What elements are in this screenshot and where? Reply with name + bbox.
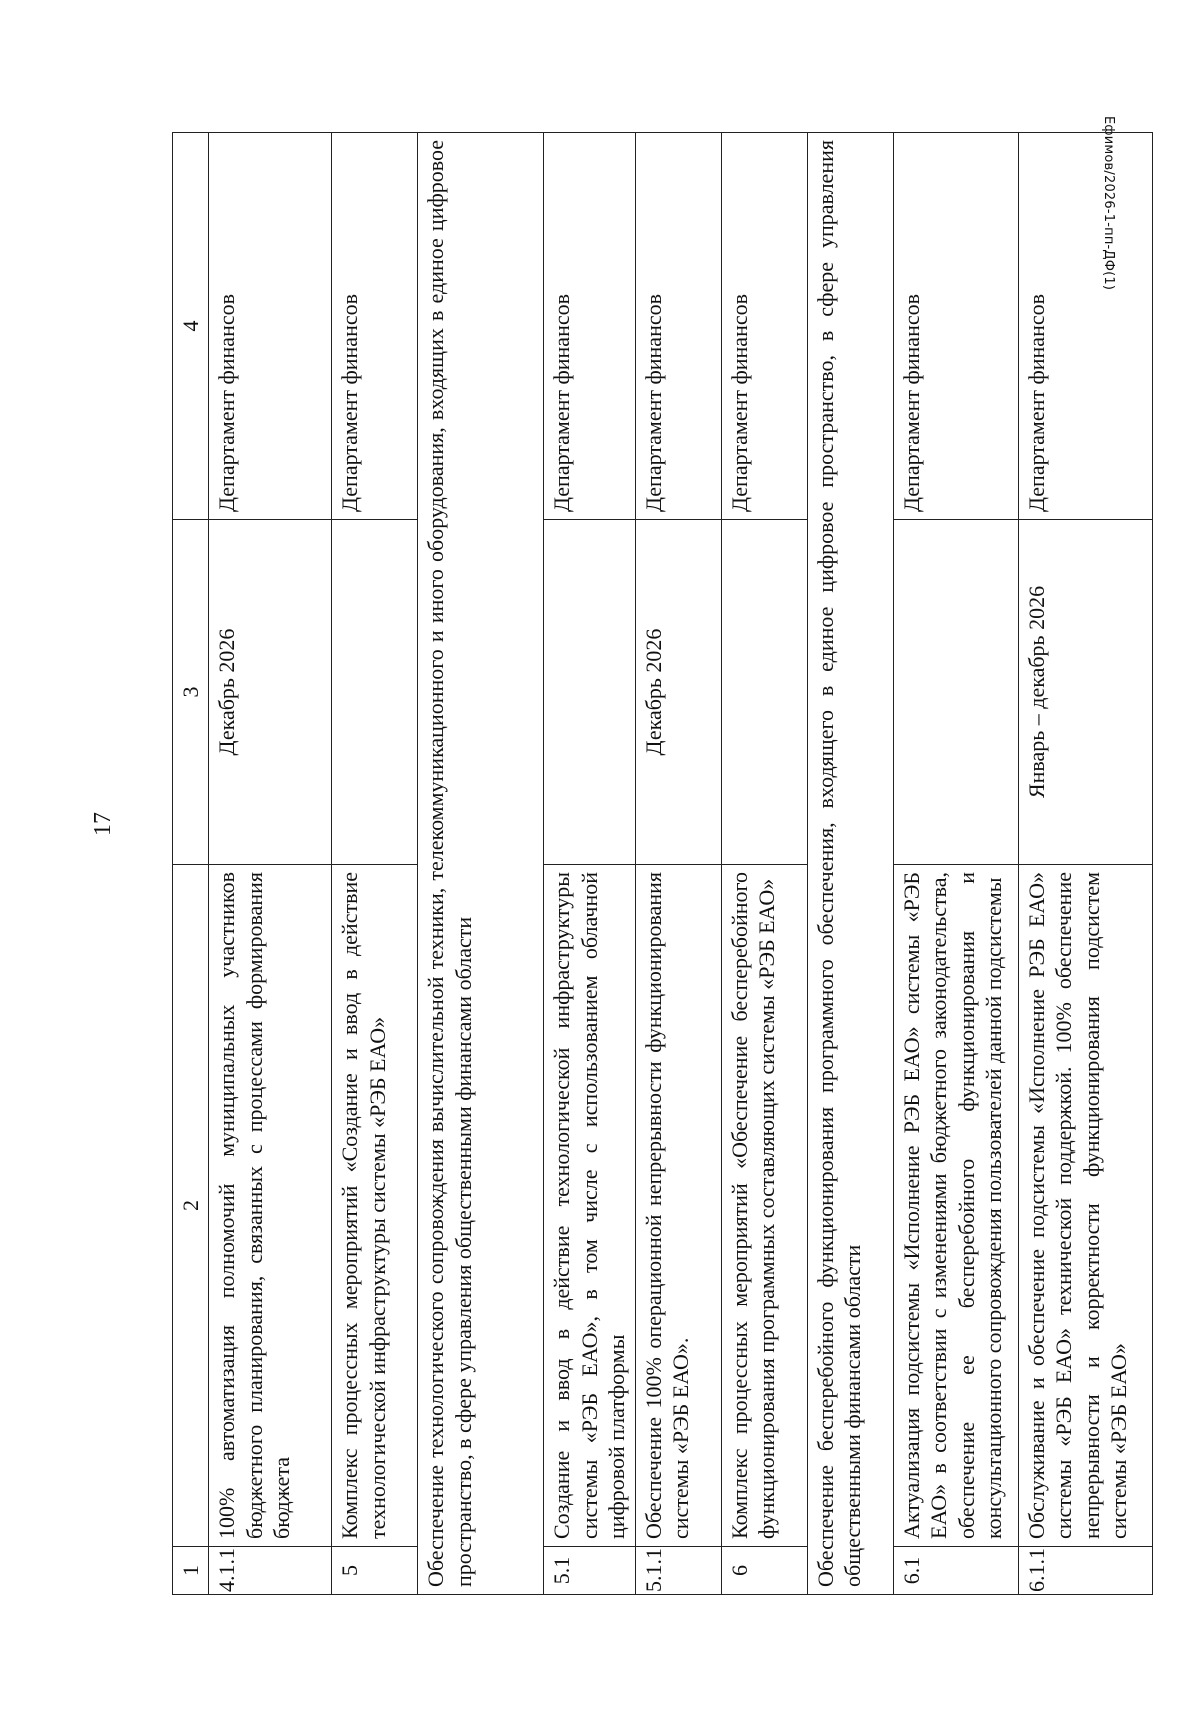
header-cell: 4 — [173, 133, 209, 520]
section-description-cell: Обеспечение технологического сопровождения вычислительной техники, телекоммуникационного и иного оборудования, входящих в единое цифровое пространство, в сфере управления общественными финансами области — [418, 133, 544, 1595]
responsible-cell: Департамент финансов — [721, 133, 807, 520]
table-header-row — [173, 133, 209, 1595]
table-row — [721, 133, 807, 1595]
row-number-cell: 5.1.1 — [635, 1547, 721, 1595]
table-row — [1018, 133, 1152, 1595]
table-row — [635, 133, 721, 1595]
measure-text-cell: Обслуживание и обеспечение подсистемы «Исполнение РЭБ ЕАО» системы «РЭБ ЕАО» технической поддержкой. 100% обеспечение непрерывности и корректности функционирования подсистем системы «РЭБ ЕАО» — [1018, 865, 1152, 1547]
deadline-cell — [544, 520, 636, 865]
responsible-cell: Департамент финансов — [1018, 133, 1152, 520]
row-number-cell: 5 — [332, 1547, 418, 1595]
row-number-cell: 6.1.1 — [1018, 1547, 1152, 1595]
deadline-cell: Декабрь 2026 — [635, 520, 721, 865]
deadline-cell: Декабрь 2026 — [209, 520, 332, 865]
page-number: 17 — [90, 812, 116, 836]
measures-table — [172, 132, 1153, 1595]
table-row — [418, 133, 544, 1595]
header-cell: 3 — [173, 520, 209, 865]
table-row — [332, 133, 418, 1595]
deadline-cell — [721, 520, 807, 865]
responsible-cell: Департамент финансов — [544, 133, 636, 520]
table-row — [893, 133, 1018, 1595]
measure-text-cell: Актуализация подсистемы «Исполнение РЭБ ЕАО» системы «РЭБ ЕАО» в соответствии с изменениями бюджетного законодательства, обеспечение ее бесперебойного функционирования и консультационного сопровождения пользователей данной подсистемы — [893, 865, 1018, 1547]
row-number-cell: 5.1 — [544, 1547, 636, 1595]
document-code: Ефимов/2026-1-пп-ДФ(1) — [1101, 116, 1116, 291]
section-description-cell: Обеспечение бесперебойного функционирования программного обеспечения, входящего в единое цифровое пространство, в сфере управления общественными финансами области — [807, 133, 893, 1595]
measure-text-cell: Комплекс процессных мероприятий «Создание и ввод в действие технологической инфраструктуры системы «РЭБ ЕАО» — [332, 865, 418, 1547]
measure-text-cell: Обеспечение 100% операционной непрерывности функционирования системы «РЭБ ЕАО». — [635, 865, 721, 1547]
deadline-cell — [893, 520, 1018, 865]
measure-text-cell: Комплекс процессных мероприятий «Обеспечение бесперебойного функционирования программных составляющих системы «РЭБ ЕАО» — [721, 865, 807, 1547]
table-row — [544, 133, 636, 1595]
responsible-cell: Департамент финансов — [635, 133, 721, 520]
deadline-cell: Январь – декабрь 2026 — [1018, 520, 1152, 865]
responsible-cell: Департамент финансов — [209, 133, 332, 520]
row-number-cell: 6.1 — [893, 1547, 1018, 1595]
responsible-cell: Департамент финансов — [332, 133, 418, 520]
responsible-cell: Департамент финансов — [893, 133, 1018, 520]
measure-text-cell: 100% автоматизация полномочий муниципальных участников бюджетного планирования, связанных с процессами формирования бюджета — [209, 865, 332, 1547]
table-row — [807, 133, 893, 1595]
deadline-cell — [332, 520, 418, 865]
measure-text-cell: Создание и ввод в действие технологической инфраструктуры системы «РЭБ ЕАО», в том числе с использованием облачной цифровой платформы — [544, 865, 636, 1547]
row-number-cell: 4.1.1 — [209, 1547, 332, 1595]
header-cell: 1 — [173, 1547, 209, 1595]
table-row — [209, 133, 332, 1595]
row-number-cell: 6 — [721, 1547, 807, 1595]
header-cell: 2 — [173, 865, 209, 1547]
